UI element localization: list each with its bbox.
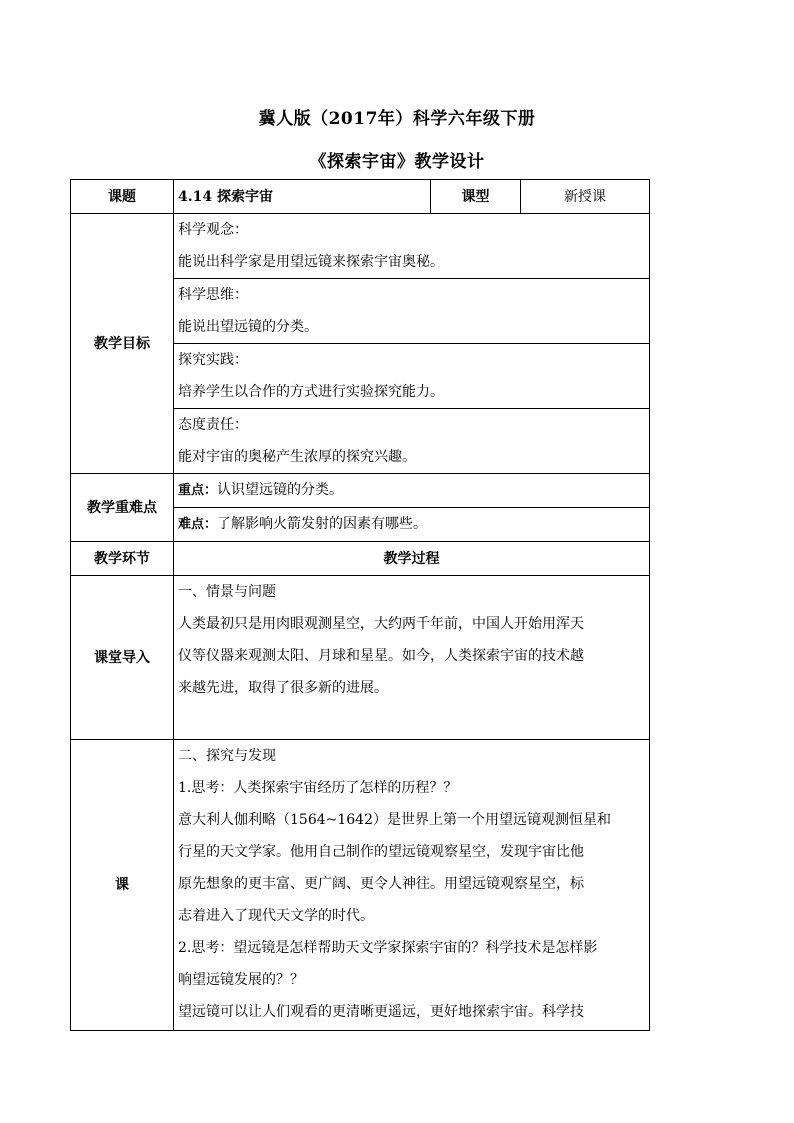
lesson-line: 原先想象的更丰富、更广阔、更令人神往。用望远镜观察星空，标 [178, 876, 584, 892]
key-points-label: 教学重难点 [71, 474, 174, 542]
objective-heading: 科学思维： [178, 287, 248, 303]
objectives-label: 教学目标 [71, 214, 174, 474]
topic-row [71, 180, 650, 214]
objective-text: 能说出望远镜的分类。 [178, 319, 318, 335]
intro-label: 课堂导入 [71, 576, 174, 740]
lesson-line: 意大利人伽利略（1564~1642）是世界上第一个用望远镜观测恒星和 [178, 812, 611, 828]
lesson-line: 2.思考：望远镜是怎样帮助天文学家探索宇宙的？科学技术是怎样影 [178, 940, 598, 956]
objective-cell [174, 279, 650, 344]
lesson-heading: 二、探究与发现 [178, 748, 276, 764]
key-point-cell [174, 474, 650, 508]
intro-line: 来越先进，取得了很多新的进展。 [178, 680, 388, 696]
key-point-row [71, 474, 650, 508]
lesson-row [71, 740, 650, 1031]
key-point-text: 认识望远镜的分类。 [217, 482, 344, 498]
process-header: 教学过程 [174, 542, 650, 576]
difficult-point-label: 难点： [178, 517, 218, 532]
process-header-row [71, 542, 650, 576]
objective-cell [174, 409, 650, 474]
lesson-plan-table [70, 179, 650, 1031]
intro-line: 仪等仪器来观测太阳、月球和星星。如今，人类探索宇宙的技术越 [178, 648, 584, 664]
lesson-line: 望远镜可以让人们观看的更清晰更遥远，更好地探索宇宙。科学技 [178, 1004, 584, 1020]
lesson-line: 志着进入了现代天文学的时代。 [178, 908, 374, 924]
objective-heading: 态度责任： [178, 417, 248, 433]
intro-cell [174, 576, 650, 740]
intro-line: 人类最初只是用肉眼观测星空，大约两千年前，中国人开始用浑天 [178, 616, 584, 632]
document-title: 冀人版（2017年）科学六年级下册 [258, 109, 536, 129]
objective-text: 培养学生以合作的方式进行实验探究能力。 [178, 384, 444, 400]
lesson-label: 课 [71, 740, 174, 1031]
lesson-line: 行星的天文学家。他用自己制作的望远镜观察星空，发现宇宙比他 [178, 844, 584, 860]
objective-heading: 科学观念： [178, 222, 248, 238]
lesson-line: 1.思考：人类探索宇宙经历了怎样的历程？？ [178, 780, 458, 796]
objective-text: 能对宇宙的奥秘产生浓厚的探究兴趣。 [178, 449, 416, 465]
objective-cell [174, 344, 650, 409]
objective-row [71, 214, 650, 279]
objective-cell [174, 214, 650, 279]
lesson-line: 响望远镜发展的？？ [178, 972, 304, 988]
topic-value: 4.14 探索宇宙 [174, 180, 431, 214]
objective-text: 能说出科学家是用望远镜来探索宇宙奥秘。 [178, 254, 444, 270]
intro-heading: 一、情景与问题 [178, 584, 276, 600]
section-header: 教学环节 [71, 542, 174, 576]
lesson-cell [174, 740, 650, 1031]
type-label: 课型 [431, 180, 521, 214]
intro-row [71, 576, 650, 740]
key-point-label: 重点： [178, 483, 218, 498]
difficult-point-text: 了解影响火箭发射的因素有哪些。 [217, 516, 428, 532]
document-subtitle: 《探索宇宙》教学设计 [309, 152, 485, 172]
topic-label: 课题 [71, 180, 174, 214]
type-value: 新授课 [521, 180, 650, 214]
difficult-point-cell [174, 508, 650, 542]
objective-heading: 探究实践： [178, 352, 248, 368]
